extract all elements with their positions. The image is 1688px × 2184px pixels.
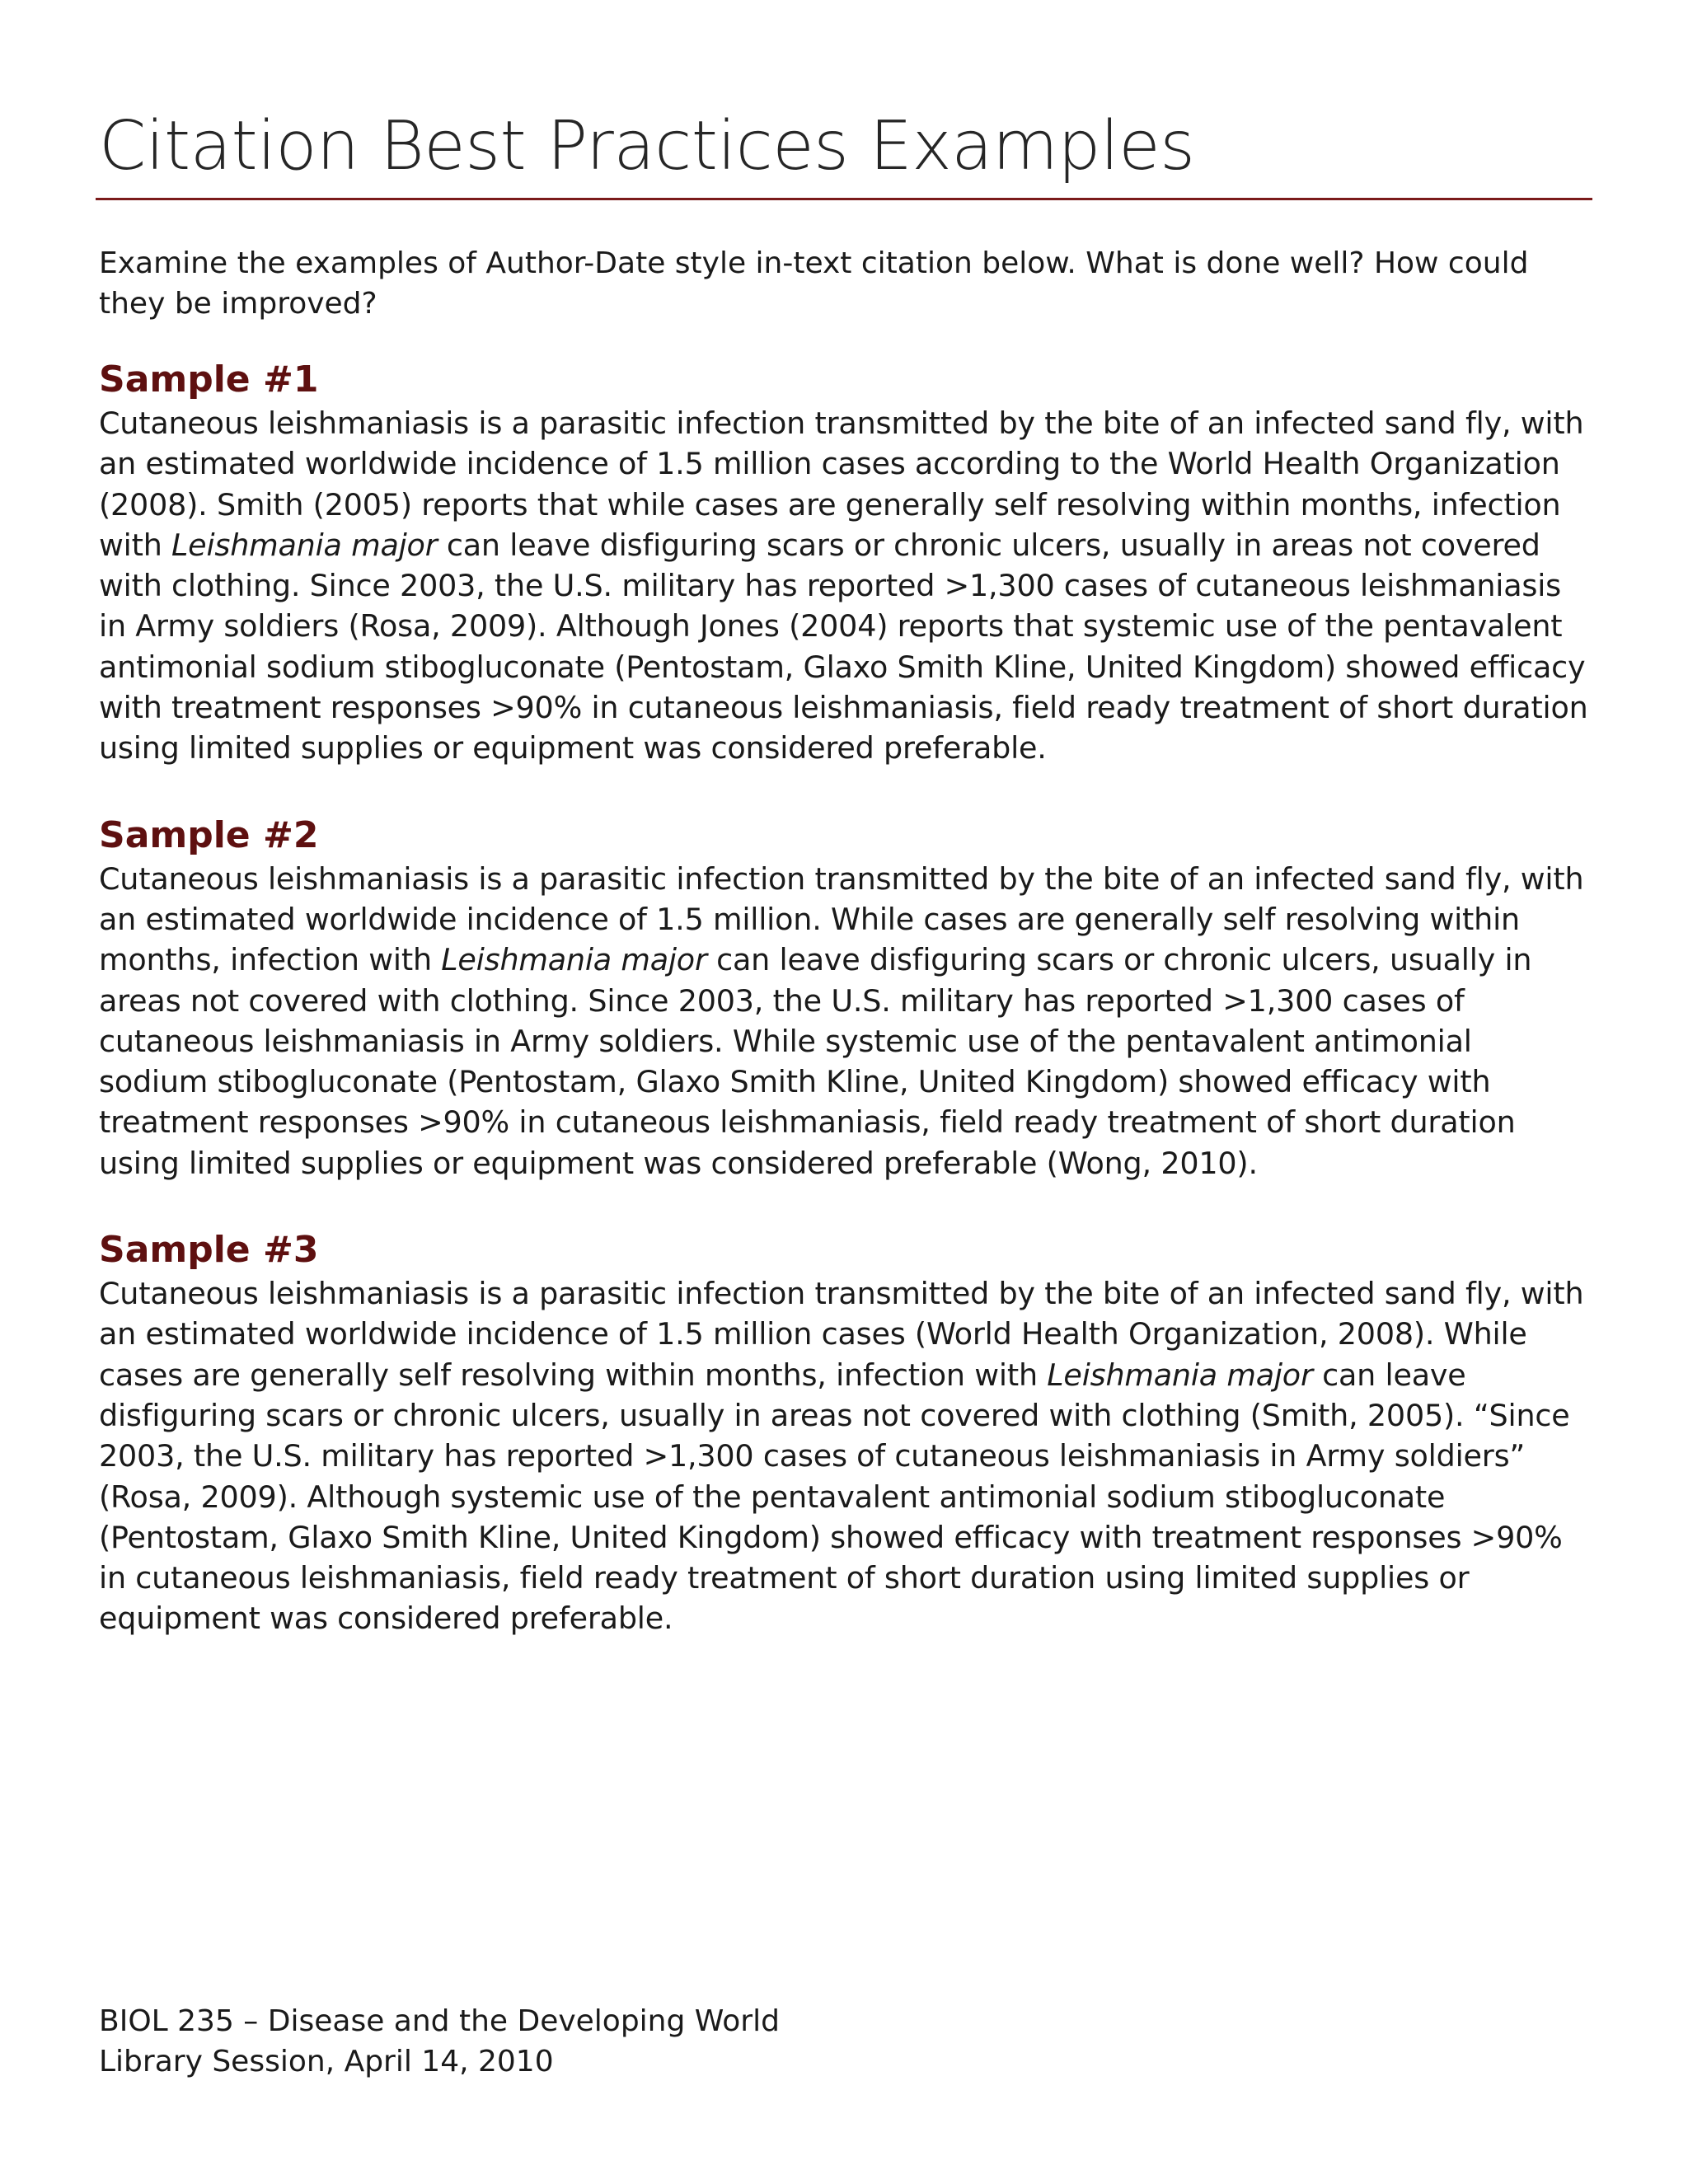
sample-paragraph bbox=[99, 859, 1589, 1183]
sample-heading: Sample #2 bbox=[99, 813, 319, 856]
intro-paragraph: Examine the examples of Author-Date style in-text citation below. What is done well? How could they be improved? bbox=[99, 246, 1529, 321]
sample-text-segment: Cutaneous leishmaniasis is a parasitic infection transmitted by the bite of an infected sand fly, with an estimated worldwide incidence of 1.5 million. While cases are generally self resolving within months, infection with bbox=[99, 860, 1584, 978]
footer-course: BIOL 235 – Disease and the Developing World bbox=[99, 2004, 780, 2038]
sample-species-name: Leishmania major bbox=[171, 527, 438, 563]
sample-species-name: Leishmania major bbox=[1047, 1357, 1313, 1393]
sample-heading: Sample #1 bbox=[99, 359, 319, 401]
sample-section bbox=[99, 813, 1589, 1183]
sample-section bbox=[99, 1227, 1589, 1639]
sample-text-segment: can leave disfiguring scars or chronic ulcers, usually in areas not covered with clothing (Smith, 2005). “Since 2003, the U.S. military has reported >1,300 cases of cutaneous leishmaniasis in Army soldiers” (Rosa, 2009). Although systemic use of the pentavalent antimonial sodium stibogluconate (Pentostam, Glaxo Smith Kline, United Kingdom) showed efficacy with treatment responses >90% in cutaneous leishmaniasis, field ready treatment of short duration using limited supplies or equipment was considered preferable. bbox=[99, 1357, 1570, 1637]
sample-text-segment: can leave disfiguring scars or chronic ulcers, usually in areas not covered with clothing. Since 2003, the U.S. military has reported >1,300 cases of cutaneous leishmaniasis in Army soldiers. While systemic use of the pentavalent antimonial sodium stibogluconate (Pentostam, Glaxo Smith Kline, United Kingdom) showed efficacy with treatment responses >90% in cutaneous leishmaniasis, field ready treatment of short duration using limited supplies or equipment was considered preferable (Wong, 2010). bbox=[99, 942, 1532, 1181]
sample-text-segment: can leave disfiguring scars or chronic ulcers, usually in areas not covered with clothing. Since 2003, the U.S. military has reported >1,300 cases of cutaneous leishmaniasis in Army soldiers (Rosa, 2009). Although Jones (2004) reports that systemic use of the pentavalent antimonial sodium stibogluconate (Pentostam, Glaxo Smith Kline, United Kingdom) showed efficacy with treatment responses >90% in cutaneous leishmaniasis, field ready treatment of short duration using limited supplies or equipment was considered preferable. bbox=[99, 527, 1588, 766]
footer-session: Library Session, April 14, 2010 bbox=[99, 2045, 554, 2079]
sample-section bbox=[99, 357, 1589, 769]
title-divider bbox=[96, 198, 1592, 200]
sample-text-segment: Cutaneous leishmaniasis is a parasitic infection transmitted by the bite of an infected sand fly, with an estimated worldwide incidence of 1.5 million cases (World Health Organization, 2008). While cases are generally self resolving within months, infection with bbox=[99, 1276, 1584, 1393]
document-content bbox=[99, 101, 1589, 1639]
sample-heading: Sample #3 bbox=[99, 1229, 319, 1272]
sample-paragraph bbox=[99, 403, 1589, 769]
page-title: Citation Best Practices Examples bbox=[99, 107, 1195, 185]
sample-text-segment: Cutaneous leishmaniasis is a parasitic infection transmitted by the bite of an infected sand fly, with an estimated worldwide incidence of 1.5 million cases according to the World Health Organization (2008). Smith (2005) reports that while cases are generally self resolving within months, infection with bbox=[99, 405, 1584, 563]
document-footer bbox=[99, 2001, 780, 2082]
sample-species-name: Leishmania major bbox=[441, 942, 707, 978]
sample-paragraph bbox=[99, 1273, 1589, 1639]
